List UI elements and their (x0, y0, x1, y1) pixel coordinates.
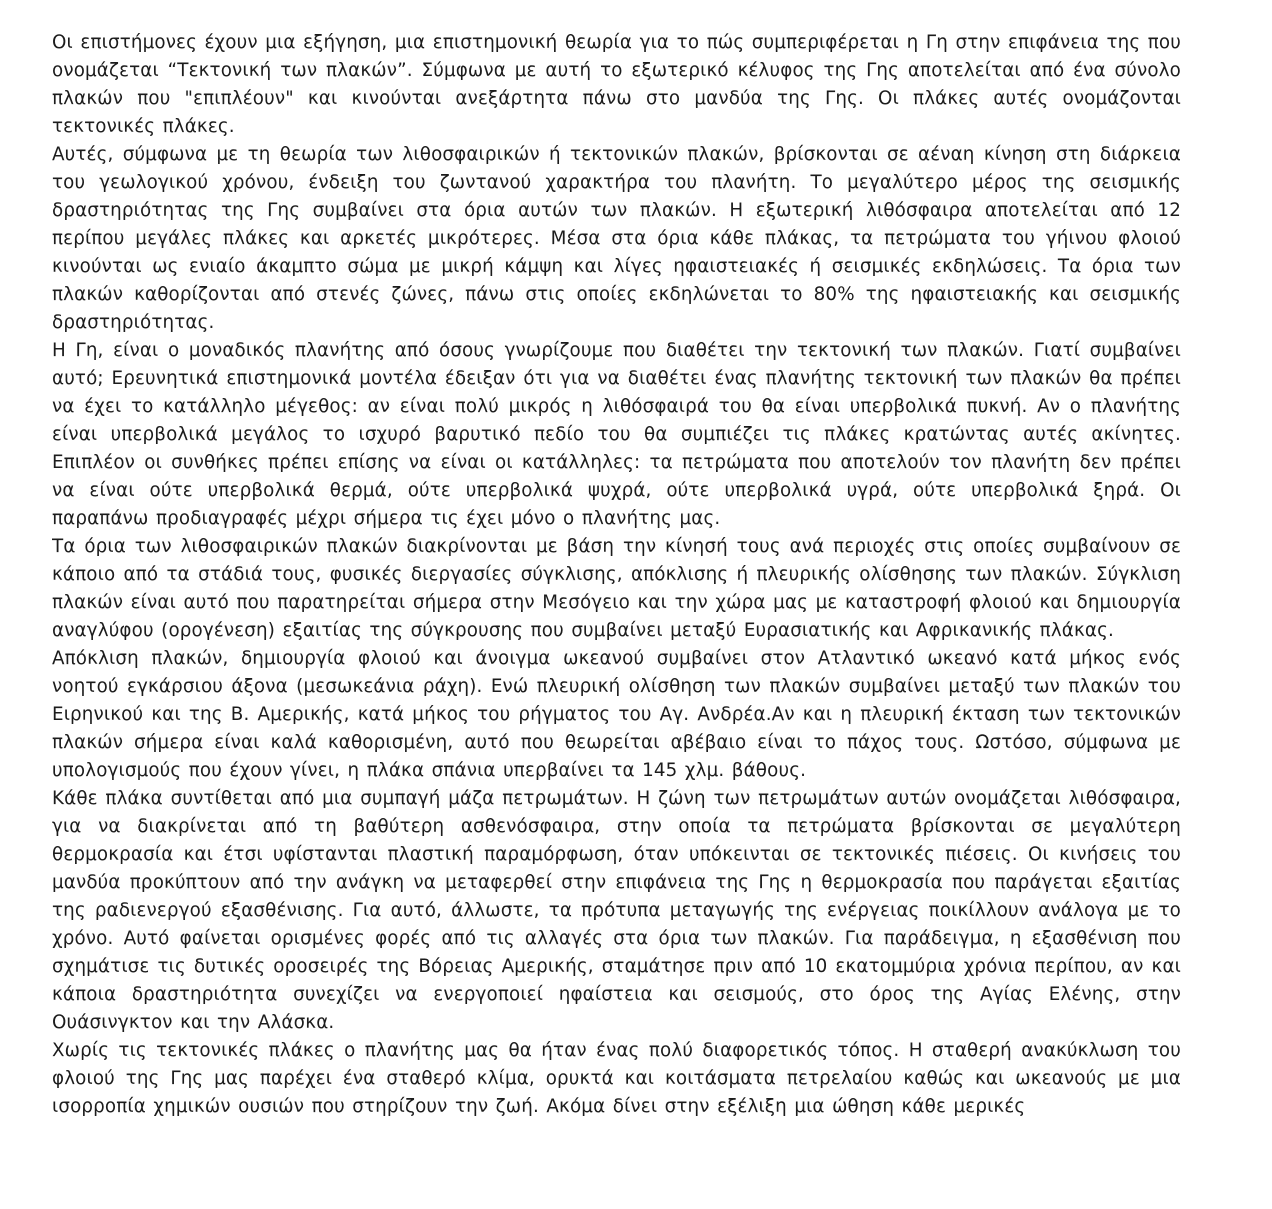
paragraph-plate-tectonics-intro: Οι επιστήμονες έχουν μια εξήγηση, μια επιστημονική θεωρία για το πώς συμπεριφέρεται η Γη στην επιφάνεια της που ονομάζεται “Τεκτονική των πλακών”. Σύμφωνα με αυτή το εξωτερικό κέλυφος της Γης αποτελείται από ένα σύνολο πλακών που "επιπλέουν" και κινούνται ανεξάρτητα πάνω στο μανδύα της Γης. Οι πλάκες αυτές ονομάζονται τεκτονικές πλάκες. (52, 32, 1181, 137)
paragraph-divergence: Απόκλιση πλακών, δημιουργία φλοιού και άνοιγμα ωκεανού συμβαίνει στον Ατλαντικό ωκεανό κατά μήκος ενός νοητού εγκάρσιου άξονα (μεσωκεάνια ράχη). Ενώ πλευρική ολίσθηση των πλακών συμβαίνει μεταξύ των πλακών του Ειρηνικού και της Β. Αμερικής, κατά μήκος του ρήγματος του Αγ. Ανδρέα.Αν και η πλευρική έκταση των τεκτονικών πλακών σήμερα είναι καλά καθορισμένη, αυτό που θεωρείται αβέβαιο είναι το πάχος τους. Ωστόσο, σύμφωνα με υπολογισμούς που έχουν γίνει, η πλάκα σπάνια υπερβαίνει τα 145 χλμ. βάθους. (52, 648, 1181, 781)
paragraph-plate-boundaries: Τα όρια των λιθοσφαιρικών πλακών διακρίνονται με βάση την κίνησή τους ανά περιοχές στις οποίες συμβαίνουν σε κάποιο από τα στάδιά τους, φυσικές διεργασίες σύγκλισης, απόκλισης ή πλευρικής ολίσθησης των πλακών. Σύγκλιση πλακών είναι αυτό που παρατηρείται σήμερα στην Μεσόγειο και την χώρα μας με καταστροφή φλοιού και δημιουργία αναγλύφου (ορογένεση) εξαιτίας της σύγκρουσης που συμβαίνει μεταξύ Ευρασιατικής και Αφρικανικής πλάκας. (52, 536, 1181, 641)
document-text-body (52, 29, 1181, 1142)
paragraph-earth-unique: Η Γη, είναι ο μοναδικός πλανήτης από όσους γνωρίζουμε που διαθέτει την τεκτονική των πλακών. Γιατί συμβαίνει αυτό; Ερευνητικά επιστημονικά μοντέλα έδειξαν ότι για να διαθέτει ένας πλανήτης τεκτονική των πλακών θα πρέπει να έχει το κατάλληλο μέγεθος: αν είναι πολύ μικρός η λιθόσφαιρά του θα είναι υπερβολικά πυκνή. Αν ο πλανήτης είναι υπερβολικά μεγάλος το ισχυρό βαρυτικό πεδίο του θα συμπιέζει τις πλάκες κρατώντας αυτές ακίνητες. Επιπλέον οι συνθήκες πρέπει επίσης να είναι οι κατάλληλες: τα πετρώματα που αποτελούν τον πλανήτη δεν πρέπει να είναι ούτε υπερβολικά θερμά, ούτε υπερβολικά ψυχρά, ούτε υπερβολικά υγρά, ούτε υπερβολικά ξηρά. Οι παραπάνω προδιαγραφές μέχρι σήμερα τις έχει μόνο ο πλανήτης μας. (52, 340, 1181, 529)
paragraph-without-plates: Χωρίς τις τεκτονικές πλάκες ο πλανήτης μας θα ήταν ένας πολύ διαφορετικός τόπος. Η σταθερή ανακύκλωση του φλοιού της Γης μας παρέχει ένα σταθερό κλίμα, ορυκτά και κοιτάσματα πετρελαίου καθώς και ωκεανούς με μια ισορροπία χημικών ουσιών που στηρίζουν την ζωή. Ακόμα δίνει στην εξέλιξη μια ώθηση κάθε μερικές (52, 1040, 1181, 1117)
paragraph-plate-motion: Αυτές, σύμφωνα με τη θεωρία των λιθοσφαιρικών ή τεκτονικών πλακών, βρίσκονται σε αέναη κίνηση στη διάρκεια του γεωλογικού χρόνου, ένδειξη του ζωντανού χαρακτήρα του πλανήτη. Το μεγαλύτερο μέρος της σεισμικής δραστηριότητας της Γης συμβαίνει στα όρια αυτών των πλακών. Η εξωτερική λιθόσφαιρα αποτελείται από 12 περίπου μεγάλες πλάκες και αρκετές μικρότερες. Μέσα στα όρια κάθε πλάκας, τα πετρώματα του γήινου φλοιού κινούνται ως ενιαίο άκαμπτο σώμα με μικρή κάμψη και λίγες ηφαιστειακές ή σεισμικές εκδηλώσεις. Τα όρια των πλακών καθορίζονται από στενές ζώνες, πάνω στις οποίες εκδηλώνεται το 80% της ηφαιστειακής και σεισμικής δραστηριότητας. (52, 144, 1181, 333)
paragraph-lithosphere: Κάθε πλάκα συντίθεται από μια συμπαγή μάζα πετρωμάτων. Η ζώνη των πετρωμάτων αυτών ονομάζεται λιθόσφαιρα, για να διακρίνεται από τη βαθύτερη ασθενόσφαιρα, στην οποία τα πετρώματα βρίσκονται σε μεγαλύτερη θερμοκρασία και έτσι υφίστανται πλαστική παραμόρφωση, όταν υπόκεινται σε τεκτονικές πιέσεις. Οι κινήσεις του μανδύα προκύπτουν από την ανάγκη να μεταφερθεί στην επιφάνεια της Γης η θερμοκρασία που παράγεται εξαιτίας της ραδιενεργού εξασθένισης. Για αυτό, άλλωστε, τα πρότυπα μεταγωγής της ενέργειας ποικίλλουν ανάλογα με το χρόνο. Αυτό φαίνεται ορισμένες φορές από τις αλλαγές στα όρια των πλακών. Για παράδειγμα, η εξασθένιση που σχημάτισε τις δυτικές οροσειρές της Βόρειας Αμερικής, σταμάτησε πριν από 10 εκατομμύρια χρόνια περίπου, αν και κάποια δραστηριότητα συνεχίζει να ενεργοποιεί ηφαίστεια και σεισμούς, στο όρος της Αγίας Ελένης, στην Ουάσινγκτον και την Αλάσκα. (52, 788, 1181, 1033)
